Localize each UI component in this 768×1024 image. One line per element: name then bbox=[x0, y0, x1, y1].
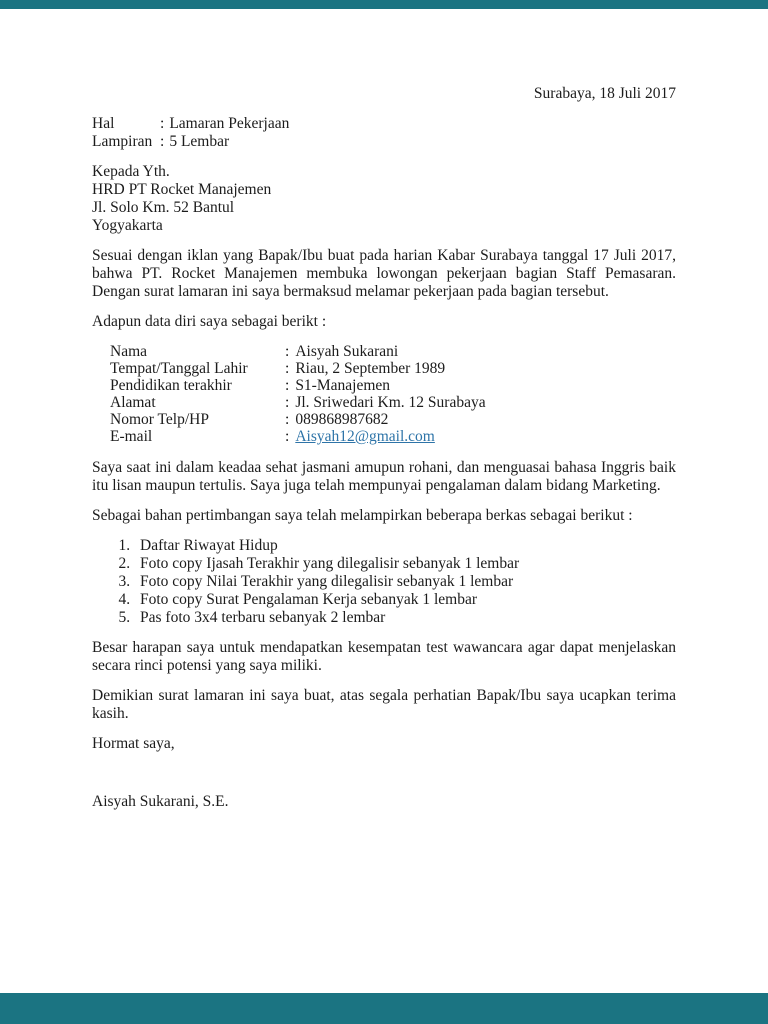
salutation: Hormat saya, bbox=[92, 735, 175, 752]
attachments-list bbox=[92, 537, 676, 627]
personal-data-label: Pendidikan terakhir bbox=[110, 377, 232, 394]
personal-data-value: Jl. Sriwedari Km. 12 Surabaya bbox=[295, 394, 486, 411]
attachment-item: 4. Foto copy Surat Pengalaman Kerja sebanyak 1 lembar bbox=[134, 591, 676, 609]
opening-paragraph: Sesuai dengan iklan yang Bapak/Ibu buat pada harian Kabar Surabaya tanggal 17 Juli 2017, bahwa PT. Rocket Manajemen membuka lowongan pekerjaan bagian Staff Pemasaran. Dengan surat lamaran ini saya bermaksud melamar pekerjaan pada bagian tersebut. bbox=[92, 247, 676, 300]
attachments-intro: Sebagai bahan pertimbangan saya telah melampirkan beberapa berkas sebagai berikut : bbox=[92, 507, 633, 524]
colon-separator: : bbox=[285, 394, 290, 411]
subject-row bbox=[92, 115, 676, 133]
personal-data-row bbox=[110, 343, 676, 360]
personal-data-label: Nomor Telp/HP bbox=[110, 411, 209, 428]
personal-data-value: Riau, 2 September 1989 bbox=[295, 360, 446, 377]
personal-data-row bbox=[110, 428, 676, 445]
attachment-count-row bbox=[92, 133, 676, 151]
attachment-item: 5. Pas foto 3x4 terbaru sebanyak 2 lembar bbox=[134, 609, 676, 627]
personal-data-label: E-mail bbox=[110, 428, 153, 445]
skills-paragraph: Saya saat ini dalam keadaa sehat jasmani amupun rohani, dan menguasai bahasa Inggris baik itu lisan maupun tertulis. Saya juga telah mempunyai pengalaman dalam bidang Marketing. bbox=[92, 459, 676, 494]
personal-data-value: S1-Manajemen bbox=[295, 377, 391, 394]
personal-data-label: Alamat bbox=[110, 394, 156, 411]
personal-data-value: Aisyah Sukarani bbox=[295, 343, 399, 360]
personal-data-intro: Adapun data diri saya sebagai berikt : bbox=[92, 313, 327, 330]
signature-name: Aisyah Sukarani, S.E. bbox=[92, 793, 229, 810]
recipient-line: HRD PT Rocket Manajemen bbox=[92, 181, 272, 198]
personal-data-row bbox=[110, 394, 676, 411]
closing-paragraph: Demikian surat lamaran ini saya buat, atas segala perhatian Bapak/Ibu saya ucapkan terima kasih. bbox=[92, 687, 676, 722]
hope-paragraph: Besar harapan saya untuk mendapatkan kesempatan test wawancara agar dapat menjelaskan secara rinci potensi yang saya miliki. bbox=[92, 639, 676, 674]
personal-data-row bbox=[110, 411, 676, 428]
letter-body bbox=[92, 0, 676, 811]
colon-separator: : bbox=[285, 411, 290, 428]
personal-data-row bbox=[110, 377, 676, 394]
attachment-count-value: 5 Lembar bbox=[169, 133, 230, 150]
subject-value: Lamaran Pekerjaan bbox=[169, 115, 290, 132]
attachment-item: 1. Daftar Riwayat Hidup bbox=[134, 537, 676, 555]
bottom-border-bar bbox=[0, 993, 768, 1024]
colon-separator: : bbox=[285, 360, 290, 377]
personal-data-label: Nama bbox=[110, 343, 148, 360]
colon-separator: : bbox=[285, 428, 290, 445]
recipient-line: Jl. Solo Km. 52 Bantul bbox=[92, 199, 235, 216]
recipient-line: Kepada Yth. bbox=[92, 163, 170, 180]
personal-data-table bbox=[92, 343, 676, 445]
personal-data-label: Tempat/Tanggal Lahir bbox=[110, 360, 248, 377]
personal-data-value: 089868987682 bbox=[295, 411, 389, 428]
subject-label: Hal bbox=[92, 115, 115, 132]
colon-separator: : bbox=[160, 133, 165, 150]
attachment-count-label: Lampiran bbox=[92, 133, 153, 150]
attachment-item: 3. Foto copy Nilai Terakhir yang dilegalisir sebanyak 1 lembar bbox=[134, 573, 676, 591]
colon-separator: : bbox=[285, 343, 290, 360]
subject-block bbox=[92, 115, 676, 151]
email-link[interactable]: Aisyah12@gmail.com bbox=[295, 428, 435, 445]
colon-separator: : bbox=[285, 377, 290, 394]
letter-date: Surabaya, 18 Juli 2017 bbox=[533, 85, 676, 102]
recipient-line: Yogyakarta bbox=[92, 217, 163, 234]
attachment-item: 2. Foto copy Ijasah Terakhir yang dilegalisir sebanyak 1 lembar bbox=[134, 555, 676, 573]
recipient-block bbox=[92, 163, 676, 235]
personal-data-row bbox=[110, 360, 676, 377]
colon-separator: : bbox=[160, 115, 165, 132]
